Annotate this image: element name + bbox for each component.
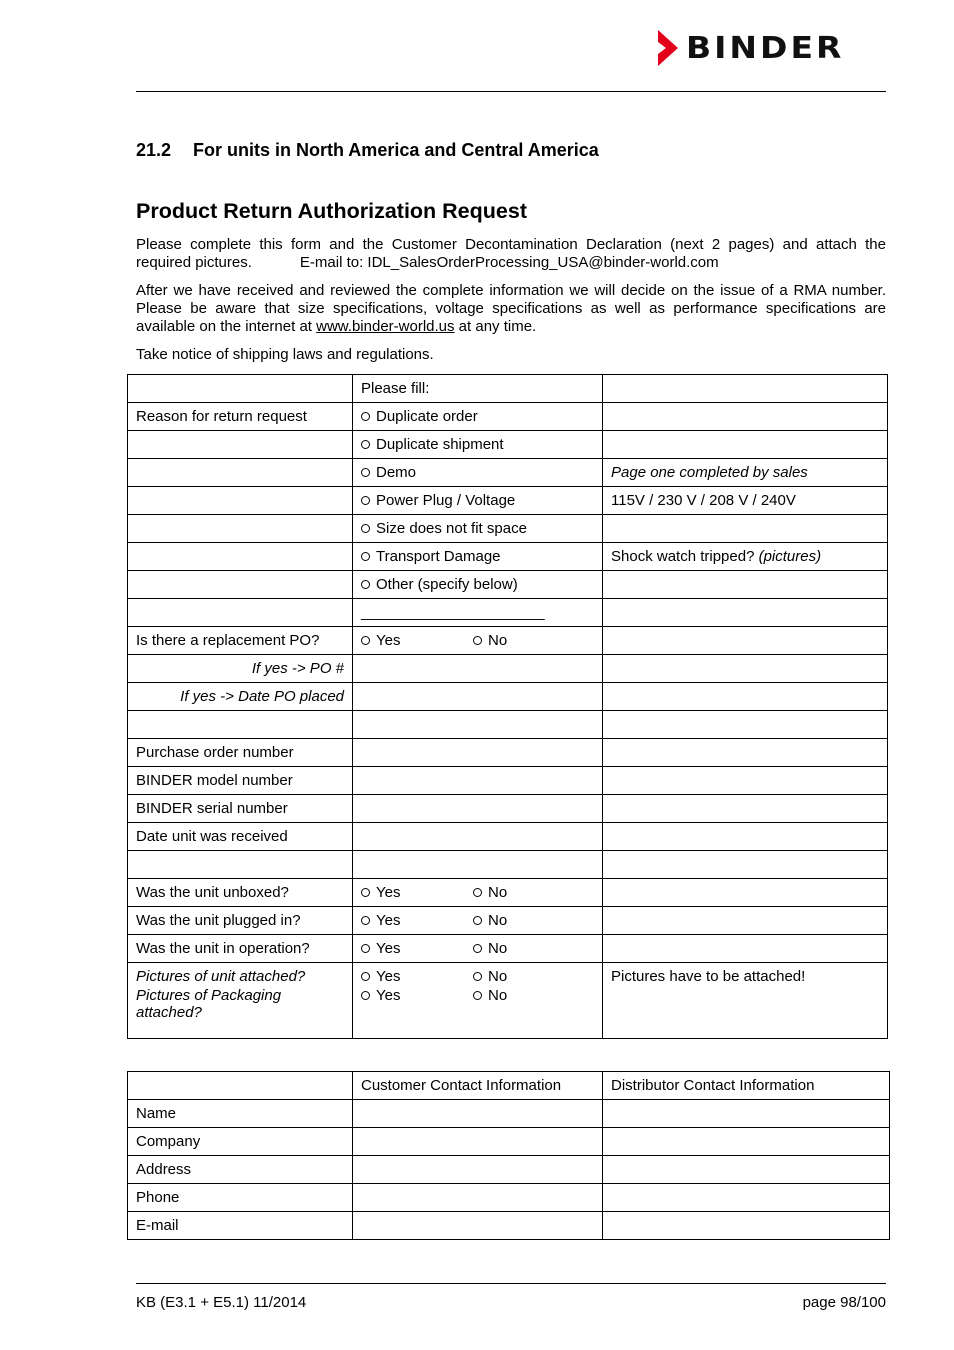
radio-circle-icon <box>473 636 482 645</box>
unboxed-yes-radio[interactable] <box>361 884 473 901</box>
radio-label: Size does not fit space <box>376 520 527 537</box>
form-cell <box>353 851 603 879</box>
radio-circle-icon <box>361 916 370 925</box>
table-row <box>128 963 888 1039</box>
table-row <box>128 655 888 683</box>
email-instruction: E-mail to: IDL_SalesOrderProcessing_USA@binder-world.com <box>299 254 719 271</box>
date-received-field[interactable] <box>353 823 603 851</box>
table-row <box>128 795 888 823</box>
reason-duplicate-order-radio[interactable] <box>361 408 478 425</box>
radio-label: Transport Damage <box>376 548 501 565</box>
pictures-packaging-options <box>361 987 594 1004</box>
brand-name: BINDER <box>686 29 845 66</box>
pictures-options <box>353 963 603 1039</box>
po-date-label: If yes -> Date PO placed <box>128 683 353 711</box>
reason-note <box>603 543 888 571</box>
table-row <box>128 935 888 963</box>
table-row <box>128 1156 890 1184</box>
form-cell <box>603 375 888 403</box>
reason-transport-damage-radio[interactable] <box>361 548 501 565</box>
form-cell <box>128 375 353 403</box>
intro-paragraph-1 <box>136 236 886 272</box>
reason-power-plug-radio[interactable] <box>361 492 515 509</box>
purchase-order-field[interactable] <box>353 739 603 767</box>
radio-label: Yes <box>376 912 401 929</box>
pictures-unit-no-radio[interactable] <box>473 968 507 985</box>
plugged-label: Was the unit plugged in? <box>128 907 353 935</box>
reason-other-radio[interactable] <box>361 576 518 593</box>
intro-text-2-end: at any time. <box>454 318 537 335</box>
customer-contact-header: Customer Contact Information <box>353 1072 603 1100</box>
radio-circle-icon <box>473 991 482 1000</box>
table-row <box>128 711 888 739</box>
unboxed-label: Was the unit unboxed? <box>128 879 353 907</box>
operation-options <box>361 940 594 957</box>
form-cell <box>603 683 888 711</box>
table-row <box>128 459 888 487</box>
return-request-form <box>127 374 888 1039</box>
contact-address-label: Address <box>128 1156 353 1184</box>
operation-no-radio[interactable] <box>473 940 507 957</box>
intro-paragraph-2 <box>136 282 886 336</box>
radio-label: No <box>488 987 508 1004</box>
serial-number-field[interactable] <box>353 795 603 823</box>
reason-note: Page one completed by sales <box>603 459 888 487</box>
radio-circle-icon <box>473 944 482 953</box>
form-cell <box>603 879 888 907</box>
intro-text: Please complete this form and the Customer Decontamination Declaration (next 2 pages) and attach the required pictures. <box>136 236 886 271</box>
other-reason-input[interactable]: ______________________ <box>353 599 603 627</box>
form-cell <box>603 711 888 739</box>
binder-logo <box>656 29 844 67</box>
serial-number-label: BINDER serial number <box>128 795 353 823</box>
radio-label: Other (specify below) <box>376 576 518 593</box>
table-row <box>128 879 888 907</box>
form-cell <box>128 711 353 739</box>
radio-circle-icon <box>361 496 370 505</box>
form-cell <box>128 431 353 459</box>
pictures-unit-label: Pictures of unit attached? <box>136 968 306 985</box>
form-cell <box>603 739 888 767</box>
radio-circle-icon <box>473 972 482 981</box>
pictures-packaging-yes-radio[interactable] <box>361 987 473 1004</box>
reason-note: 115V / 230 V / 208 V / 240V <box>603 487 888 515</box>
radio-label: Yes <box>376 968 401 985</box>
intro-text-2: After we have received and reviewed the complete information we will decide on the issue of a RMA number. Please be aware that size specifications, voltage specifications as well as performance specifications are available on the internet at <box>136 282 886 335</box>
radio-label: No <box>488 884 508 901</box>
radio-circle-icon <box>361 440 370 449</box>
table-row <box>128 1184 890 1212</box>
radio-label: Duplicate shipment <box>376 436 504 453</box>
form-cell <box>603 823 888 851</box>
table-row <box>128 403 888 431</box>
distributor-name-field[interactable] <box>603 1100 890 1128</box>
form-cell <box>353 711 603 739</box>
form-cell <box>128 571 353 599</box>
radio-label: Duplicate order <box>376 408 478 425</box>
form-cell <box>128 1072 353 1100</box>
form-cell <box>603 935 888 963</box>
document-code: KB (E3.1 + E5.1) 11/2014 <box>136 1294 307 1311</box>
customer-phone-field[interactable] <box>353 1184 603 1212</box>
form-cell <box>128 459 353 487</box>
reason-note <box>603 431 888 459</box>
radio-circle-icon <box>361 972 370 981</box>
form-cell <box>128 543 353 571</box>
please-fill-header: Please fill: <box>353 375 603 403</box>
model-number-label: BINDER model number <box>128 767 353 795</box>
plugged-no-radio[interactable] <box>473 912 507 929</box>
contact-phone-label: Phone <box>128 1184 353 1212</box>
contact-name-label: Name <box>128 1100 353 1128</box>
table-row <box>128 907 888 935</box>
table-row <box>128 1128 890 1156</box>
reason-duplicate-shipment-radio[interactable] <box>361 436 504 453</box>
table-row <box>128 627 888 655</box>
table-row <box>128 1100 890 1128</box>
radio-circle-icon <box>361 524 370 533</box>
po-number-field[interactable] <box>353 655 603 683</box>
replacement-po-no-radio[interactable] <box>473 632 507 649</box>
plugged-yes-radio[interactable] <box>361 912 473 929</box>
form-cell <box>128 851 353 879</box>
radio-label: No <box>488 632 508 649</box>
table-row <box>128 571 888 599</box>
plugged-options <box>361 912 594 929</box>
reason-note <box>603 571 888 599</box>
radio-label: Yes <box>376 940 401 957</box>
operation-label: Was the unit in operation? <box>128 935 353 963</box>
form-cell <box>128 515 353 543</box>
radio-circle-icon <box>361 412 370 421</box>
form-cell <box>128 487 353 515</box>
replacement-po-options <box>361 632 594 649</box>
table-row <box>128 515 888 543</box>
radio-circle-icon <box>361 888 370 897</box>
unboxed-no-radio[interactable] <box>473 884 507 901</box>
pictures-unit-yes-radio[interactable] <box>361 968 473 985</box>
distributor-phone-field[interactable] <box>603 1184 890 1212</box>
contact-info-table <box>127 1071 890 1240</box>
table-row <box>128 683 888 711</box>
radio-circle-icon <box>361 468 370 477</box>
table-row <box>128 431 888 459</box>
footer-divider <box>136 1283 886 1284</box>
date-received-label: Date unit was received <box>128 823 353 851</box>
shock-watch-text: Shock watch tripped? <box>611 548 759 565</box>
customer-company-field[interactable] <box>353 1128 603 1156</box>
form-cell <box>603 795 888 823</box>
distributor-contact-header: Distributor Contact Information <box>603 1072 890 1100</box>
contact-email-label: E-mail <box>128 1212 353 1240</box>
table-row <box>128 1072 890 1100</box>
reason-note <box>603 403 888 431</box>
contact-company-label: Company <box>128 1128 353 1156</box>
replacement-po-label: Is there a replacement PO? <box>128 627 353 655</box>
unboxed-options <box>361 884 594 901</box>
page-number: page 98/100 <box>802 1294 886 1311</box>
po-number-label: If yes -> PO # <box>128 655 353 683</box>
header-divider <box>136 91 886 92</box>
model-number-field[interactable] <box>353 767 603 795</box>
form-cell <box>603 907 888 935</box>
reason-label: Reason for return request <box>128 403 353 431</box>
radio-label: Yes <box>376 884 401 901</box>
radio-circle-icon <box>473 888 482 897</box>
radio-circle-icon <box>361 944 370 953</box>
distributor-company-field[interactable] <box>603 1128 890 1156</box>
radio-label: No <box>488 940 508 957</box>
replacement-po-yes-radio[interactable] <box>361 632 473 649</box>
radio-label: Power Plug / Voltage <box>376 492 516 509</box>
table-row <box>128 767 888 795</box>
radio-label: No <box>488 912 508 929</box>
po-date-field[interactable] <box>353 683 603 711</box>
pictures-note: Pictures have to be attached! <box>603 963 888 1039</box>
radio-label: Demo <box>376 464 417 481</box>
pictures-hint: (pictures) <box>758 548 822 565</box>
table-row <box>128 543 888 571</box>
form-cell <box>603 627 888 655</box>
radio-circle-icon <box>361 636 370 645</box>
operation-yes-radio[interactable] <box>361 940 473 957</box>
purchase-order-label: Purchase order number <box>128 739 353 767</box>
reason-demo-radio[interactable] <box>361 464 416 481</box>
table-row <box>128 823 888 851</box>
radio-label: No <box>488 968 508 985</box>
customer-email-field[interactable] <box>353 1212 603 1240</box>
reason-note <box>603 515 888 543</box>
reason-size-radio[interactable] <box>361 520 527 537</box>
table-row <box>128 1212 890 1240</box>
table-row <box>128 851 888 879</box>
form-cell <box>603 599 888 627</box>
form-cell <box>603 655 888 683</box>
pictures-unit-options <box>361 968 594 985</box>
customer-address-field[interactable] <box>353 1156 603 1184</box>
pictures-packaging-label: Pictures of Packaging attached? <box>136 987 282 1021</box>
distributor-address-field[interactable] <box>603 1156 890 1184</box>
distributor-email-field[interactable] <box>603 1212 890 1240</box>
website-link[interactable]: www.binder-world.us <box>316 318 455 335</box>
section-heading <box>136 140 599 161</box>
form-cell <box>603 851 888 879</box>
form-cell <box>603 767 888 795</box>
form-cell <box>128 599 353 627</box>
pictures-packaging-no-radio[interactable] <box>473 987 507 1004</box>
section-title: For units in North America and Central America <box>193 140 599 160</box>
table-row <box>128 487 888 515</box>
table-row <box>128 739 888 767</box>
radio-label: Yes <box>376 987 401 1004</box>
radio-circle-icon <box>361 580 370 589</box>
radio-label: Yes <box>376 632 401 649</box>
shipping-notice: Take notice of shipping laws and regulations. <box>136 346 434 363</box>
radio-circle-icon <box>361 552 370 561</box>
radio-circle-icon <box>361 991 370 1000</box>
radio-circle-icon <box>473 916 482 925</box>
pictures-labels <box>128 963 353 1039</box>
table-row <box>128 375 888 403</box>
table-row <box>128 599 888 627</box>
customer-name-field[interactable] <box>353 1100 603 1128</box>
page-title: Product Return Authorization Request <box>136 199 527 223</box>
binder-chevron-icon <box>656 29 680 67</box>
section-number: 21.2 <box>136 140 172 160</box>
